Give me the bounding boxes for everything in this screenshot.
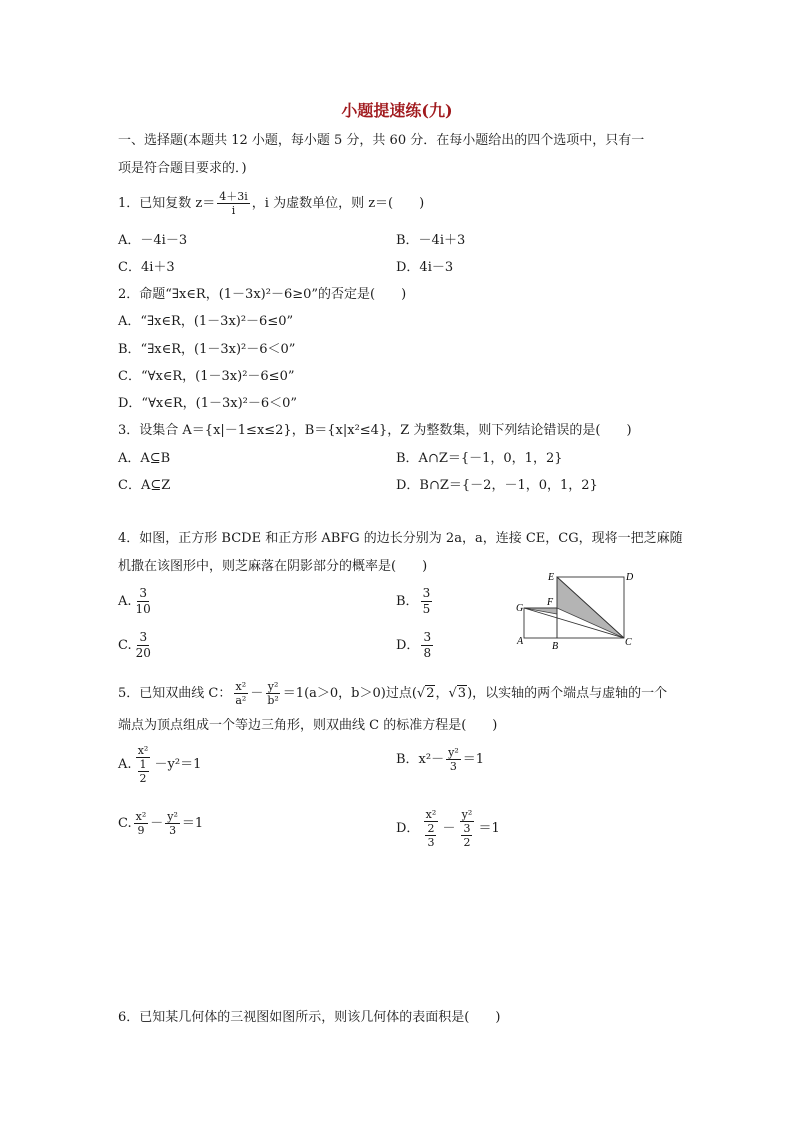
intro-line-2: 项是符合题目要求的．)	[118, 161, 247, 176]
question-1-stem	[118, 190, 424, 217]
q5-f1-den: a²	[235, 694, 247, 707]
q5-d-d1	[421, 822, 440, 849]
q1-option-a[interactable]: A．－4i－3	[118, 233, 188, 248]
q5-b-num: y²	[448, 746, 459, 759]
q5-d-frac-2	[457, 808, 476, 849]
label-f: F	[547, 597, 554, 608]
question-6-stem: 6．已知某几何体的三视图如图所示，则该几何体的表面积是( )	[118, 1010, 501, 1025]
q5-c-frac-2	[165, 810, 180, 837]
q2-option-b[interactable]: B．“∃x∈R，(1－3x)²－6＜0”	[118, 342, 296, 357]
q5-c-minus: －	[150, 816, 164, 831]
q5-a-label: A.	[118, 757, 132, 772]
question-4-line-2: 机撒在该图形中，则芝麻落在阴影部分的概率是( )	[118, 559, 428, 574]
q5-c-post: ＝1	[181, 816, 204, 831]
q5-f2-den: b²	[267, 694, 279, 707]
q5-d-n1: x²	[425, 808, 437, 821]
q5-c-frac-1	[134, 810, 149, 837]
q1-option-c[interactable]: C．4i＋3	[118, 260, 175, 275]
q5-a-den-num: 1	[139, 758, 147, 771]
q4-c-den: 20	[135, 646, 151, 660]
q5-c-d1: 9	[137, 824, 145, 837]
q5-f1-num: x²	[235, 680, 247, 693]
q5-d-d2d: 2	[463, 836, 471, 849]
q5-d-d1n: 2	[427, 822, 435, 835]
q5-minus: －	[250, 686, 264, 701]
q4-c-fraction	[134, 630, 153, 661]
label-d: D	[626, 572, 634, 583]
q4-option-a[interactable]	[118, 586, 155, 617]
q3-option-a[interactable]: A．A⊆B	[118, 451, 171, 466]
intro-line-1: 一、选择题(本题共 12 小题，每小题 5 分，共 60 分．在每小题给出的四个选项中，只有一	[118, 133, 645, 148]
q1-option-d[interactable]: D．4i－3	[396, 260, 454, 275]
q5-c-n1: x²	[135, 810, 147, 823]
q4-c-label: C.	[118, 638, 132, 653]
q2-option-a[interactable]: A．“∃x∈R，(1－3x)²－6≤0”	[118, 314, 294, 329]
q5-option-c[interactable]	[118, 810, 203, 837]
q5-f2-num: y²	[267, 680, 279, 693]
q5-d-label: D．	[396, 821, 420, 836]
q4-option-c[interactable]	[118, 630, 155, 661]
q5-a-nested	[138, 758, 149, 785]
q5-sqrt2: 2	[426, 686, 435, 701]
q4-b-label: B．	[396, 594, 419, 609]
q4-option-d[interactable]	[396, 630, 435, 661]
label-c: C	[625, 637, 632, 648]
q3-option-c[interactable]: C．A⊆Z	[118, 478, 171, 493]
page-title: 小题提速练(九)	[341, 101, 453, 120]
q3-option-d[interactable]: D．B∩Z＝{－2，－1，0，1，2}	[396, 478, 598, 493]
q5-d-minus: －	[442, 821, 456, 836]
q2-option-d[interactable]: D．“∀x∈R，(1－3x)²－6＜0”	[118, 396, 298, 411]
q5-d-n2: y²	[461, 808, 473, 821]
q5-comma: ，	[435, 686, 449, 701]
q5-a-fraction	[134, 744, 153, 785]
q5-a-den	[134, 758, 153, 785]
q5-d-d2n: 3	[463, 822, 471, 835]
q5-c-d2: 3	[169, 824, 177, 837]
q5-d-frac-1	[421, 808, 440, 849]
q1-pre: 1．已知复数 z＝	[118, 196, 216, 211]
question-2-stem: 2．命题“∃x∈R，(1－3x)²－6≥0”的否定是( )	[118, 287, 407, 302]
q5-b-den: 3	[449, 760, 457, 773]
q5-post: )，以实轴的两个端点与虚轴的一个	[467, 686, 668, 701]
q5-option-d[interactable]	[396, 808, 500, 849]
q5-d-post: ＝1	[478, 821, 500, 836]
q1-option-b[interactable]: B．－4i＋3	[396, 233, 466, 248]
q5-a-post: －y²＝1	[154, 757, 202, 772]
q1-post: ，i 为虚数单位，则 z＝( )	[251, 196, 425, 211]
label-a: A	[517, 636, 524, 647]
q1-frac-num: 4＋3i	[219, 190, 248, 203]
q5-b-fraction	[446, 746, 461, 773]
label-b: B	[552, 641, 559, 652]
q1-fraction	[217, 190, 250, 217]
q5-d-nested-2	[461, 822, 472, 849]
question-5-line-1: 5．已知双曲线 C： $\frac{\text{x²}}{\text{a²}}$ － $\frac{\text{y²}}{\text{b²}}$ ＝1(a＞0，b＞0)过点(√2，√3)，以实轴的两个端点与虚轴的一个	[118, 680, 668, 707]
q4-d-num: 3	[423, 630, 432, 644]
q5-c-label: C.	[118, 816, 132, 831]
q4-b-num: 3	[422, 586, 431, 600]
q3-option-b[interactable]: B．A∩Z＝{－1，0，1，2}	[396, 451, 563, 466]
q4-option-b[interactable]	[396, 586, 434, 617]
q2-option-c[interactable]: C．“∀x∈R，(1－3x)²－6≤0”	[118, 369, 295, 384]
q4-b-fraction	[421, 586, 433, 617]
q4-a-den: 10	[135, 602, 151, 616]
q5-a-den-den: 2	[139, 772, 147, 785]
q5-b-post: ＝1	[462, 752, 485, 767]
label-g: G	[516, 603, 524, 614]
q1-frac-den: i	[231, 204, 236, 217]
q4-a-fraction	[134, 586, 153, 617]
label-e: E	[548, 572, 555, 583]
q5-sqrt3: 3	[457, 686, 467, 701]
q4-c-num: 3	[139, 630, 148, 644]
q5-d-d2	[457, 822, 476, 849]
q5-d-d1d: 3	[427, 836, 435, 849]
q5-frac-y	[265, 680, 280, 707]
square-figure	[510, 566, 642, 652]
question-5-line-2: 端点为顶点组成一个等边三角形，则双曲线 C 的标准方程是( )	[118, 718, 498, 733]
question-3-stem: 3．设集合 A＝{x|－1≤x≤2}，B＝{x|x²≤4}，Z 为整数集，则下列结论错误的是( )	[118, 423, 632, 438]
q5-frac-x	[233, 680, 248, 707]
q4-d-label: D．	[396, 638, 420, 653]
q4-a-num: 3	[139, 586, 147, 600]
q5-option-a[interactable]	[118, 744, 201, 785]
q4-d-den: 8	[423, 646, 432, 660]
q5-d-nested-1	[425, 822, 436, 849]
q5-a-num: x²	[137, 744, 149, 757]
question-4-line-1: 4．如图，正方形 BCDE 和正方形 ABFG 的边长分别为 2a，a，连接 CE，CG，现将一把芝麻随	[118, 531, 683, 546]
q5-mid: ＝1(a＞0，b＞0)过点(	[282, 686, 417, 701]
q4-d-fraction	[421, 630, 433, 661]
q5-pre: 5．已知双曲线 C：	[118, 686, 232, 701]
q4-a-label: A.	[118, 594, 132, 609]
q4-b-den: 5	[422, 602, 431, 616]
q5-option-b[interactable]	[396, 746, 484, 773]
q5-b-label: B．x²－	[396, 752, 445, 767]
q5-c-n2: y²	[167, 810, 178, 823]
